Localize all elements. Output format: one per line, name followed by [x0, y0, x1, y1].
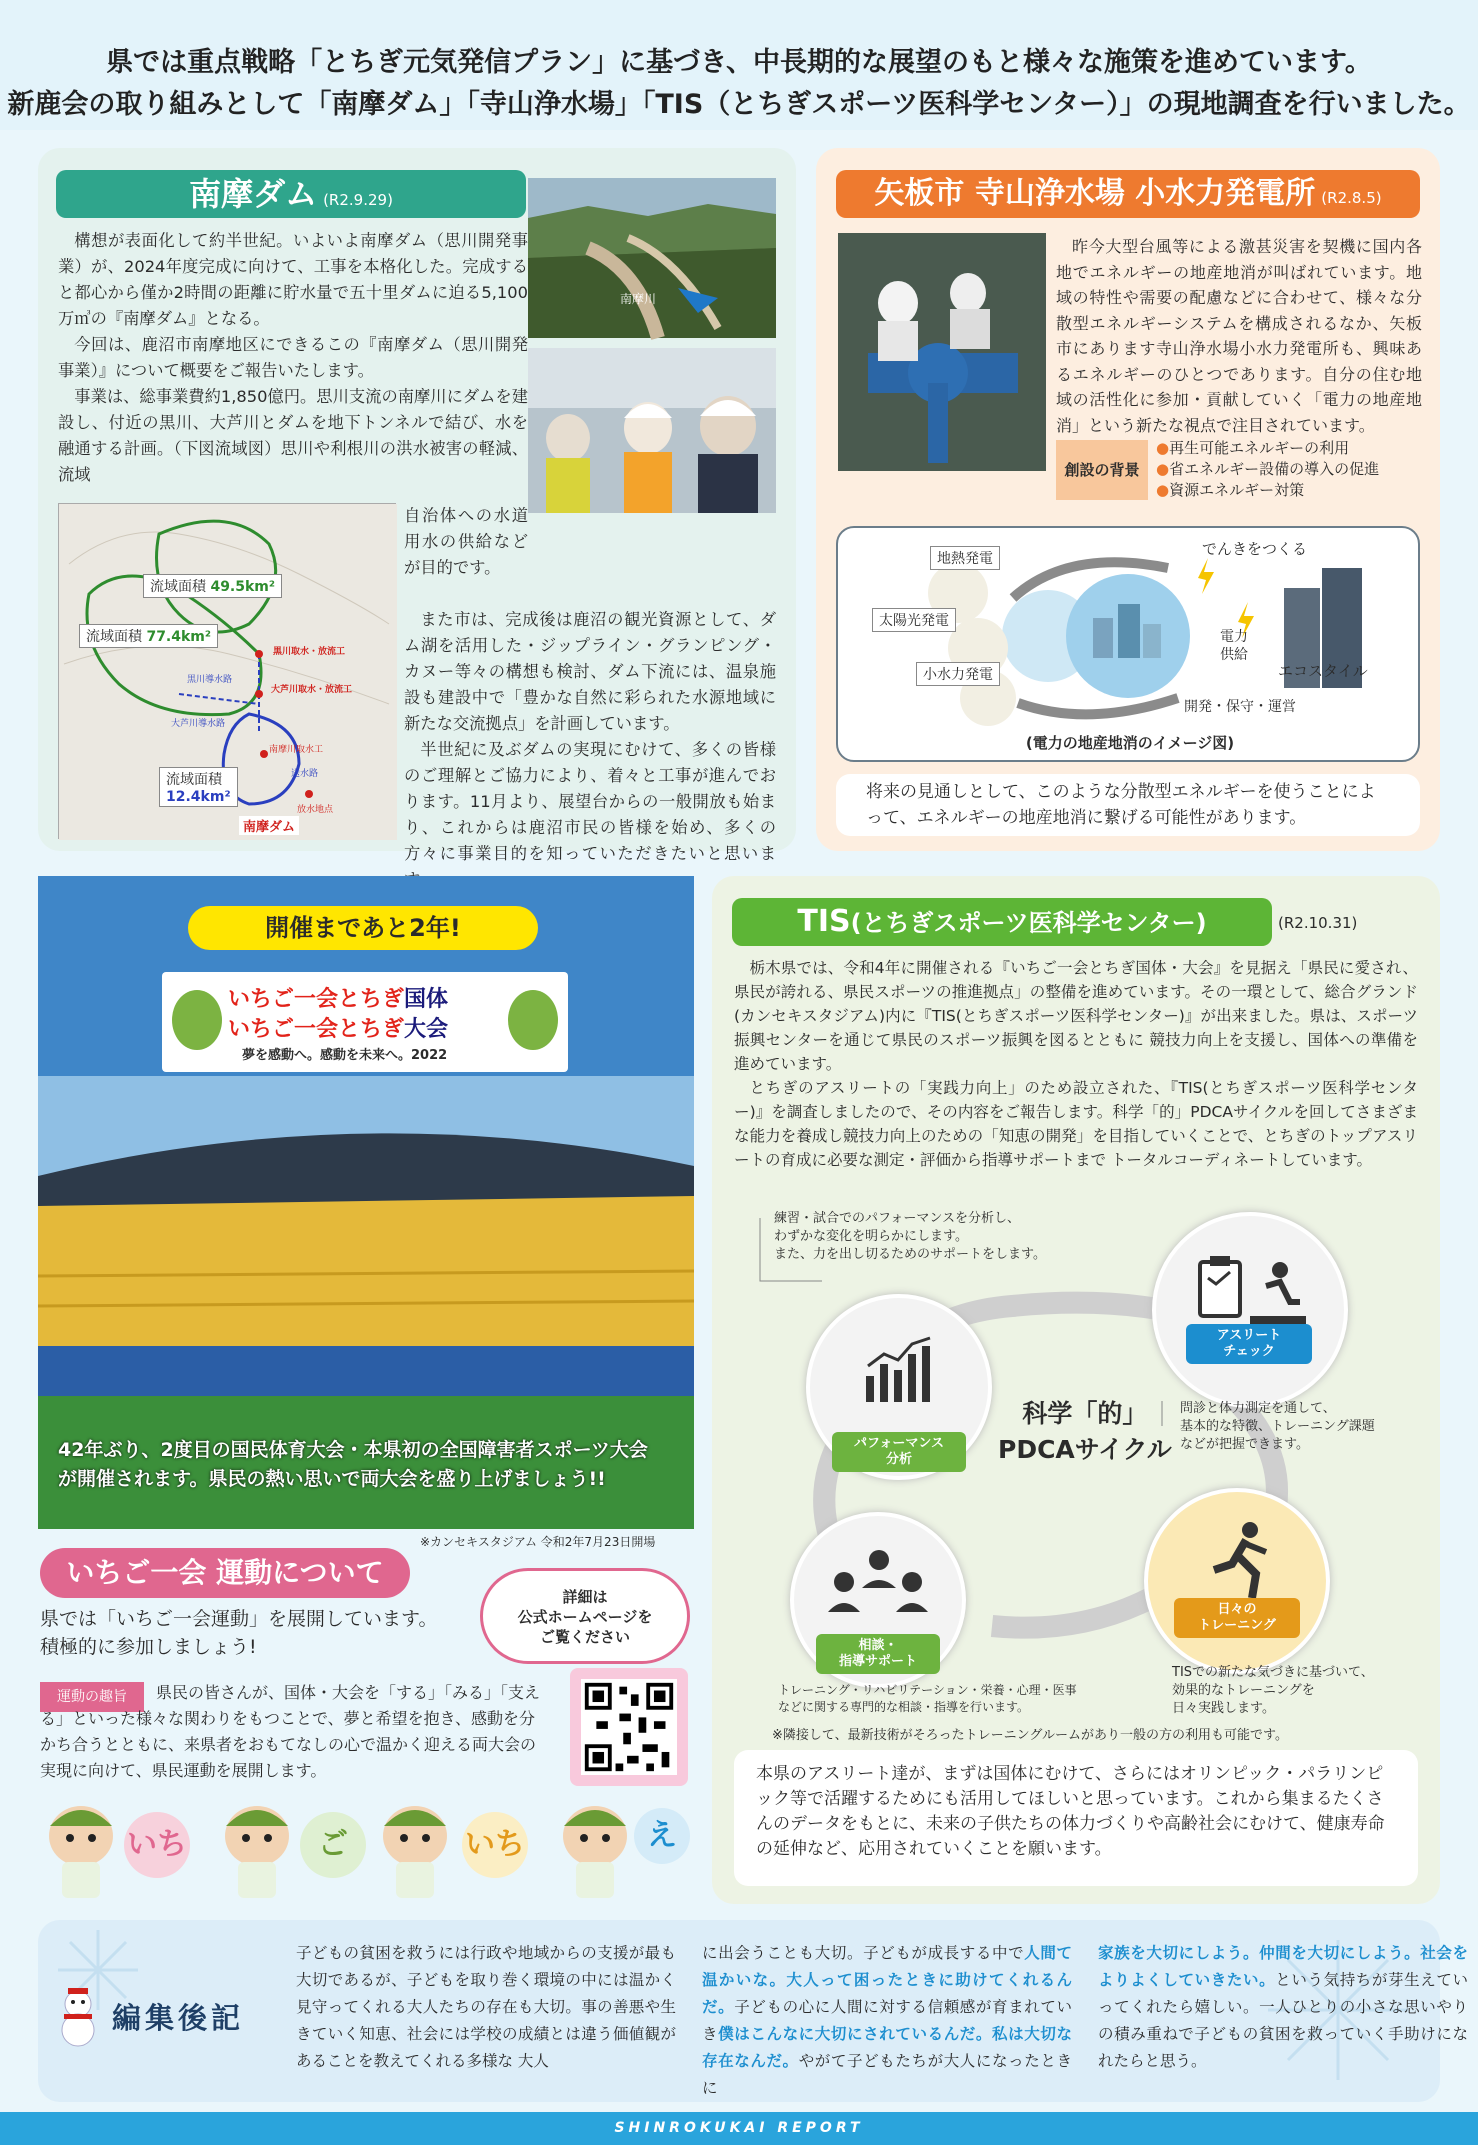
pill-support: 相談・ 指導サポート: [816, 1634, 940, 1674]
nanma-paragraph-2: 今回は、鹿沼市南摩地区にできるこの『南摩ダム（思川開発事業）』について概要をご報告いたします。: [58, 335, 528, 380]
map-area-label-1: 流域面積 49.5km²: [143, 574, 282, 598]
map-oashi-channel: 大芦川導水路: [171, 719, 226, 729]
terayama-closing: 将来の見通しとして、このような分散型エネルギーを使うことによって、エネルギーの地産地消に繋げる可能性があります。: [836, 774, 1420, 836]
nanma-paragraph-5: 半世紀に及ぶダムの実現にむけて、多くの皆様のご理解とご協力により、着々と工事が進んでおります。11月より、展望台からの一般開放も始まり、これからは鹿沼市民の皆様を始め、多くの方々に事業目的を知っていただきたいと思いま: [404, 740, 776, 863]
tis-closing: 本県のアスリート達が、まずは国体にむけて、さらにはオリンピック・パラリンピック等で活躍するためにも活用してほしいと思っています。これから集まるたくさんのデータをもとに、未来の子供たちの体力づくりや高齢社会にむけて、健康寿命の延伸など、応用されていくことを願います。: [734, 1750, 1418, 1886]
athlete-check-circle: [1152, 1212, 1348, 1408]
terayama-title: 矢板市 寺山浄水場 小水力発電所: [874, 176, 1316, 211]
footer: SHINROKUKAI REPORT: [0, 2112, 1478, 2145]
dam-aerial-photo: [528, 178, 776, 338]
mascot-icon-left: [172, 990, 222, 1050]
mascot-icon-right: [508, 990, 558, 1050]
editor-title: 編集後記: [112, 2001, 245, 2035]
syllable-2: ご: [300, 1812, 366, 1878]
map-area-label-3: 流域面積 12.4km²: [159, 767, 238, 807]
syllable-3: いち: [462, 1812, 528, 1878]
editor-note-panel: [38, 1920, 1468, 2102]
map-area-label-2: 流域面積 77.4km²: [79, 624, 218, 648]
mascot-4: [556, 1800, 634, 1900]
mascot-1: [42, 1800, 120, 1900]
terayama-title-ribbon: [836, 170, 1420, 218]
pdca-title: 科学「的」 PDCAサイクル: [998, 1399, 1172, 1464]
nanma-paragraph-3a: 事業は、総事業費約1,850億円。思川支流の南摩川にダムを建設し、付近の黒川、大芦川とダムを地下トンネルで結び、水を融通する計画。（下図流域図）思川や利根川の洪水被害の軽減、流域: [58, 387, 528, 484]
map-outlet: 放水地点: [297, 805, 334, 815]
energy-diagram: [836, 526, 1420, 762]
qr-code[interactable]: [570, 1668, 688, 1786]
geo-label: 地熱発電: [930, 546, 1000, 570]
mascot-2: [218, 1800, 296, 1900]
nanma-text-upper: [58, 228, 528, 488]
note-support: トレーニング・リハビリテーション・栄養・心理・医事 などに関する専門的な相談・指導を行います。: [778, 1683, 1077, 1714]
background-item-2: ●省エネルギー設備の導入の促進: [1156, 460, 1380, 478]
tis-text: [734, 956, 1418, 1172]
map-kurokawa-channel: 黒川導水路: [187, 675, 233, 685]
pill-performance: パフォーマンス 分析: [832, 1432, 966, 1472]
stadium-panel: [38, 876, 694, 1529]
terayama-panel: [816, 148, 1440, 851]
nanma-text-narrow: [404, 503, 528, 581]
map-dam-label: 南摩ダム: [239, 816, 299, 835]
chart-icon: [860, 1336, 940, 1406]
nanma-title-ribbon: [56, 170, 526, 218]
note-check: 問診と体力測定を通して、 基本的な特徴、トレーニング課題 などが把握できます。: [1180, 1401, 1375, 1452]
tis-title-sub: (とちぎスポーツ医科学センター): [850, 909, 1207, 937]
eco-label: エコスタイル: [1278, 662, 1368, 680]
background-item-1: ●再生可能エネルギーの利用: [1156, 439, 1350, 457]
map-oashi-intake: 大芦川取水・放流工: [271, 685, 353, 695]
training-circle: [1144, 1488, 1330, 1674]
background-item-3: ●資源エネルギー対策: [1156, 481, 1305, 499]
games-logo: [162, 972, 568, 1072]
note-training: TISでの新たな気づきに基づいて、 効果的なトレーニングを 日々実践します。: [1172, 1665, 1374, 1716]
tis-paragraph-2: とちぎのアスリートの「実践力向上」のため設立された、『TIS(とちぎスポーツ医科学センター)』を調査しましたので、その内容をご報告します。科学「的」PDCAサイクルを回してさまざまな能力を養成し競技力向上のための「知恵の開発」を目指していくことで、とちぎのトップアスリートの育成に必要な測定・評価から指導サポートまで トータルコーディネートしています。: [734, 1079, 1418, 1169]
nanma-text-lower: [404, 607, 776, 893]
terayama-paragraph-1: 昨今大型台風等による激甚災害を契機に国内各地でエネルギーの地産地消が叫ばれています。地域の特性や需要の配慮などに合わせて、様々な分散型エネルギーシステムを構成されるなか、矢板市にあります寺山浄水場小水力発電所も、興味あるエネルギーのひとつであります。自分の住む地域の活性化に参加・貢献していく「電力の地産地消」という新たな視点で注目されています。: [1056, 237, 1422, 435]
tis-title: TIS: [797, 904, 851, 939]
nanma-river-label: 南摩川: [620, 292, 657, 306]
page-header: [0, 0, 1478, 130]
countdown-banner: 開催まであと2年!: [188, 906, 538, 950]
syllable-1: いち: [124, 1812, 190, 1878]
header-line-1: 県では重点戦略「とちぎ元気発信プラン」に基づき、中長期的な展望のもと様々な施策を進めています。: [106, 47, 1372, 78]
mascot-3: [376, 1800, 454, 1900]
terayama-text: [1056, 234, 1422, 438]
tis-footnote: ※隣接して、最新技術がそろったトレーニングルームがあり一般の方の利用も可能です。: [772, 1728, 1288, 1743]
logo-line-2: いちご一会とちぎ大会: [228, 1017, 449, 1042]
ichigo-tag: 運動の趣旨: [40, 1682, 144, 1712]
nanma-dam-panel: [38, 148, 796, 863]
diagram-caption: (電力の地産地消のイメージ図): [1025, 734, 1235, 752]
header-line-2: 新鹿会の取り組みとして「南摩ダム」「寺山浄水場」「TIS（とちぎスポーツ医科学センター）」の現地調査を行いました。: [7, 89, 1471, 120]
hydro-plant-photo: [838, 233, 1046, 471]
stadium-overlay-text: 42年ぶり、2度目の国民体育大会・本県初の全国障害者スポーツ大会 が開催されます。県民の熱い思いで両大会を盛り上げましょう!!: [58, 1439, 648, 1490]
ichigo-body: 県民の皆さんが、国体・大会を「する」「みる」「支える」といった様々な関わりをもつことで、夢と希望を抱き、感動を分かち合うとともに、来県者をおもてなしの心で温かく迎える両大会の実現に向けて、県民運動を展開します。: [40, 1683, 541, 1780]
terayama-date: (R2.8.5): [1321, 189, 1382, 207]
logo-subtitle: 夢を感動へ。感動を未来へ。2022: [242, 1048, 448, 1063]
background-list: [1156, 438, 1416, 501]
solar-label: 太陽光発電: [872, 608, 956, 632]
background-label: 創設の背景: [1056, 440, 1148, 500]
homepage-bubble: 詳細は 公式ホームページを ご覧ください: [480, 1568, 690, 1664]
hydro-label: 小水力発電: [916, 662, 1000, 686]
tis-panel: [712, 876, 1440, 1904]
nanma-paragraph-1: 構想が表面化して約半世紀。いよいよ南摩ダム（思川開発事業）が、2024年度完成に向けて、工事を本格化した。完成すると都心から僅か2時間の距離に貯水量で五十里ダムに迫る5,100万㎥の『南摩ダム』となる。: [58, 231, 528, 328]
snowman-icon: [50, 1986, 106, 2046]
pill-training: 日々の トレーニング: [1174, 1598, 1300, 1638]
nanma-date: (R2.9.29): [323, 191, 393, 209]
ichigo-title: いちご一会 運動について: [40, 1548, 410, 1598]
nanma-paragraph-4: また市は、完成後は鹿沼の観光資源として、ダム湖を活用した・ジップライン・グランピング・カヌー等々の構想も検討、ダム下流には、温泉施設も建設中で「豊かな自然に彩られた水源地域に新たな交流拠点」を計画しています。: [404, 610, 776, 733]
logo-line-1: いちご一会とちぎ国体: [228, 987, 449, 1012]
tis-paragraph-1: 栃木県では、令和4年に開催される『いちご一会とちぎ国体・大会』を見据え「県民に愛され、県民が誇れる、県民スポーツの推進拠点」の整備を進めています。その一環として、総合グランド(カンセキスタジアム)内に『TIS(とちぎスポーツ医科学センター)』が出来ました。県は、スポーツ振興センターを通じて県民のスポーツ振興を図るとともに 競技力向上を支援し、国体への準備を進めています。: [734, 959, 1418, 1073]
tis-title-ribbon: [732, 898, 1272, 946]
basin-map: [58, 503, 396, 839]
make-label: でんきをつくる: [1202, 540, 1308, 558]
map-kurokawa-intake: 黒川取水・放流工: [273, 647, 346, 657]
note-performance: 練習・試合でのパフォーマンスを分析し、 わずかな変化を明らかにします。 また、力を出し切るためのサポートをします。: [774, 1211, 1046, 1262]
staff-icon: [824, 1546, 934, 1616]
syllable-4: え: [634, 1808, 690, 1864]
site-visit-photo: [528, 348, 776, 513]
tis-date: (R2.10.31): [1278, 914, 1358, 932]
dev-label: 開発・保守・運営: [1184, 699, 1296, 715]
map-tunnel: 送水路: [291, 769, 319, 779]
map-nanma-intake: 南摩川取水工: [269, 745, 324, 755]
editor-col-2: に出会うことも大切。子どもが成長する中で人間て温かいな。大人って困ったときに助けてくれるんだ。子どもの心に人間に対する信頼感が育まれていき僕はこんなに大切にされているんだ。私は大切な存在なんだ。やがて子どもたちが大人になったときに: [702, 1944, 1072, 2097]
stadium-caption: ※カンセキスタジアム 令和2年7月23日開場: [420, 1535, 656, 1549]
supply-label: 電力 供給: [1220, 629, 1248, 663]
ichigo-intro: 県では「いちご一会運動」を展開しています。 積極的に参加しましょう!: [40, 1608, 438, 1658]
editor-col-3: 家族を大切にしよう。仲間を大切にしよう。社会をよりよくしていきたい。という気持ちが芽生えていってくれたら嬉しい。一人ひとりの小さな思いやりの積み重ねで子どもの貧困を救っていく手助けになれたらと思う。: [1098, 1944, 1468, 2070]
running-icon: [1206, 1520, 1276, 1600]
nanma-paragraph-3b: 自治体への水道用水の供給などが目的です。: [404, 506, 528, 577]
editor-col-1: 子どもの貧困を救うには行政や地域からの支援が最も大切であるが、子どもを取り巻く環境の中には温かく見守ってくれる大人たちの存在も大切。事の善悪や生きていく知恵、社会には学校の成績とは違う価値観があることを教えてくれる多様な 大人: [296, 1944, 676, 2070]
pill-athlete-check: アスリート チェック: [1186, 1324, 1312, 1364]
nanma-title: 南摩ダム: [189, 175, 318, 213]
